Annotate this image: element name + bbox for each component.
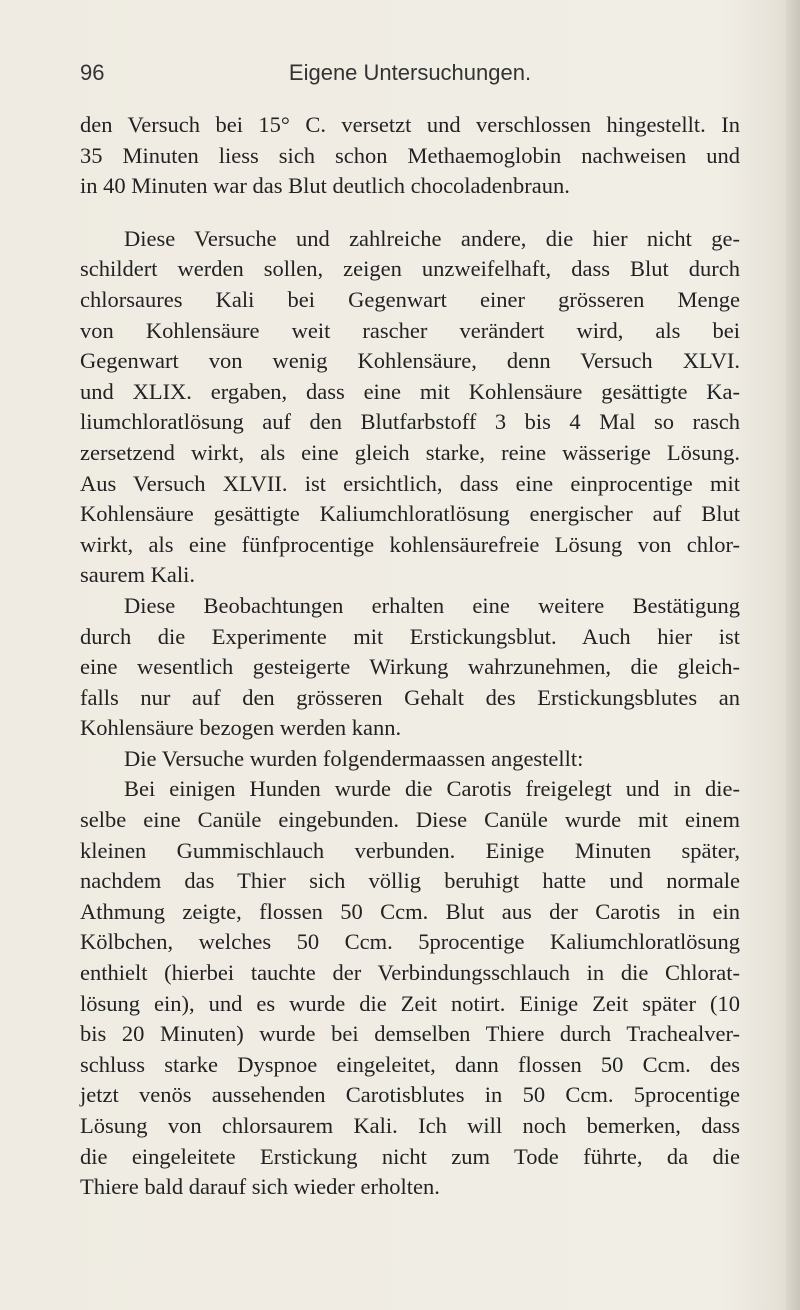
text-line: und XLIX. ergaben, dass eine mit Kohlensäure gesättigte Ka- xyxy=(80,378,740,404)
paragraph-gap xyxy=(80,202,740,224)
text-line: schluss starke Dyspnoe eingeleitet, dann flossen 50 Ccm. des xyxy=(80,1051,740,1077)
text-line: eine wesentlich gesteigerte Wirkung wahrzunehmen, die gleich- xyxy=(80,654,740,680)
text-line: Kohlensäure gesättigte Kaliumchloratlösung energischer auf Blut xyxy=(80,501,740,527)
running-title: Eigene Untersuchungen. xyxy=(288,60,532,85)
text-line: Thiere bald darauf sich wieder erholten. xyxy=(80,1174,440,1200)
text-line: schildert werden sollen, zeigen unzweifelhaft, dass Blut durch xyxy=(80,256,740,282)
text-line: Bei einigen Hunden wurde die Carotis freigelegt und in die- xyxy=(124,776,740,802)
text-line: nachdem das Thier sich völlig beruhigt hatte und normale xyxy=(80,868,740,894)
text-line: saurem Kali. xyxy=(80,562,195,588)
text-line: Athmung zeigte, flossen 50 Ccm. Blut aus der Carotis in ein xyxy=(80,898,740,924)
text-line: Diese Versuche und zahlreiche andere, die hier nicht ge- xyxy=(124,225,740,251)
text-line: bis 20 Minuten) wurde bei demselben Thiere durch Trachealver- xyxy=(80,1021,740,1047)
text-line: Gegenwart von wenig Kohlensäure, denn Versuch XLVI. xyxy=(80,348,740,374)
text-line: Lösung von chlorsaurem Kali. Ich will noch bemerken, dass xyxy=(80,1113,740,1138)
text-line: Die Versuche wurden folgendermaassen angestellt: xyxy=(124,745,584,771)
text-line: jetzt venös aussehenden Carotisblutes in 50 Ccm. 5procentige xyxy=(80,1082,740,1108)
page-edge xyxy=(786,0,800,1310)
body-text xyxy=(80,110,740,1203)
text-line: kleinen Gummischlauch verbunden. Einige Minuten später, xyxy=(80,837,740,863)
text-line: in 40 Minuten war das Blut deutlich chocoladenbraun. xyxy=(80,173,570,199)
text-line: die eingeleitete Erstickung nicht zum Tode führte, da die xyxy=(80,1143,740,1169)
text-line: Kölbchen, welches 50 Ccm. 5procentige Kaliumchloratlösung xyxy=(80,929,740,955)
text-line: chlorsaures Kali bei Gegenwart einer grösseren Menge xyxy=(80,286,740,312)
text-line: zersetzend wirkt, als eine gleich starke, reine wässerige Lösung. xyxy=(80,439,740,465)
text-line: Diese Beobachtungen erhalten eine weitere Bestätigung xyxy=(124,592,740,618)
text-line: 35 Minuten liess sich schon Methaemoglobin nachweisen und xyxy=(80,142,740,168)
text-line: Aus Versuch XLVII. ist ersichtlich, dass eine einprocentige mit xyxy=(80,470,740,496)
text-line: von Kohlensäure weit rascher verändert wird, als bei xyxy=(80,317,740,343)
text-line: falls nur auf den grösseren Gehalt des Erstickungsblutes an xyxy=(80,684,740,710)
text-line: enthielt (hierbei tauchte der Verbindungsschlauch in die Chlorat- xyxy=(80,960,740,986)
text-line: den Versuch bei 15° C. versetzt und verschlossen hingestellt. In xyxy=(80,112,740,137)
text-line: Kohlensäure bezogen werden kann. xyxy=(80,715,402,741)
text-line: wirkt, als eine fünfprocentige kohlensäurefreie Lösung von chlor- xyxy=(80,531,740,557)
text-line: lösung ein), und es wurde die Zeit notirt. Einige Zeit später (10 xyxy=(80,990,740,1016)
page-number: 96 xyxy=(80,60,105,85)
text-line: durch die Experimente mit Erstickungsblut. Auch hier ist xyxy=(80,623,740,649)
page-header xyxy=(80,60,740,94)
text-line: liumchloratlösung auf den Blutfarbstoff 3 bis 4 Mal so rasch xyxy=(80,409,740,435)
text-line: selbe eine Canüle eingebunden. Diese Canüle wurde mit einem xyxy=(80,807,740,833)
